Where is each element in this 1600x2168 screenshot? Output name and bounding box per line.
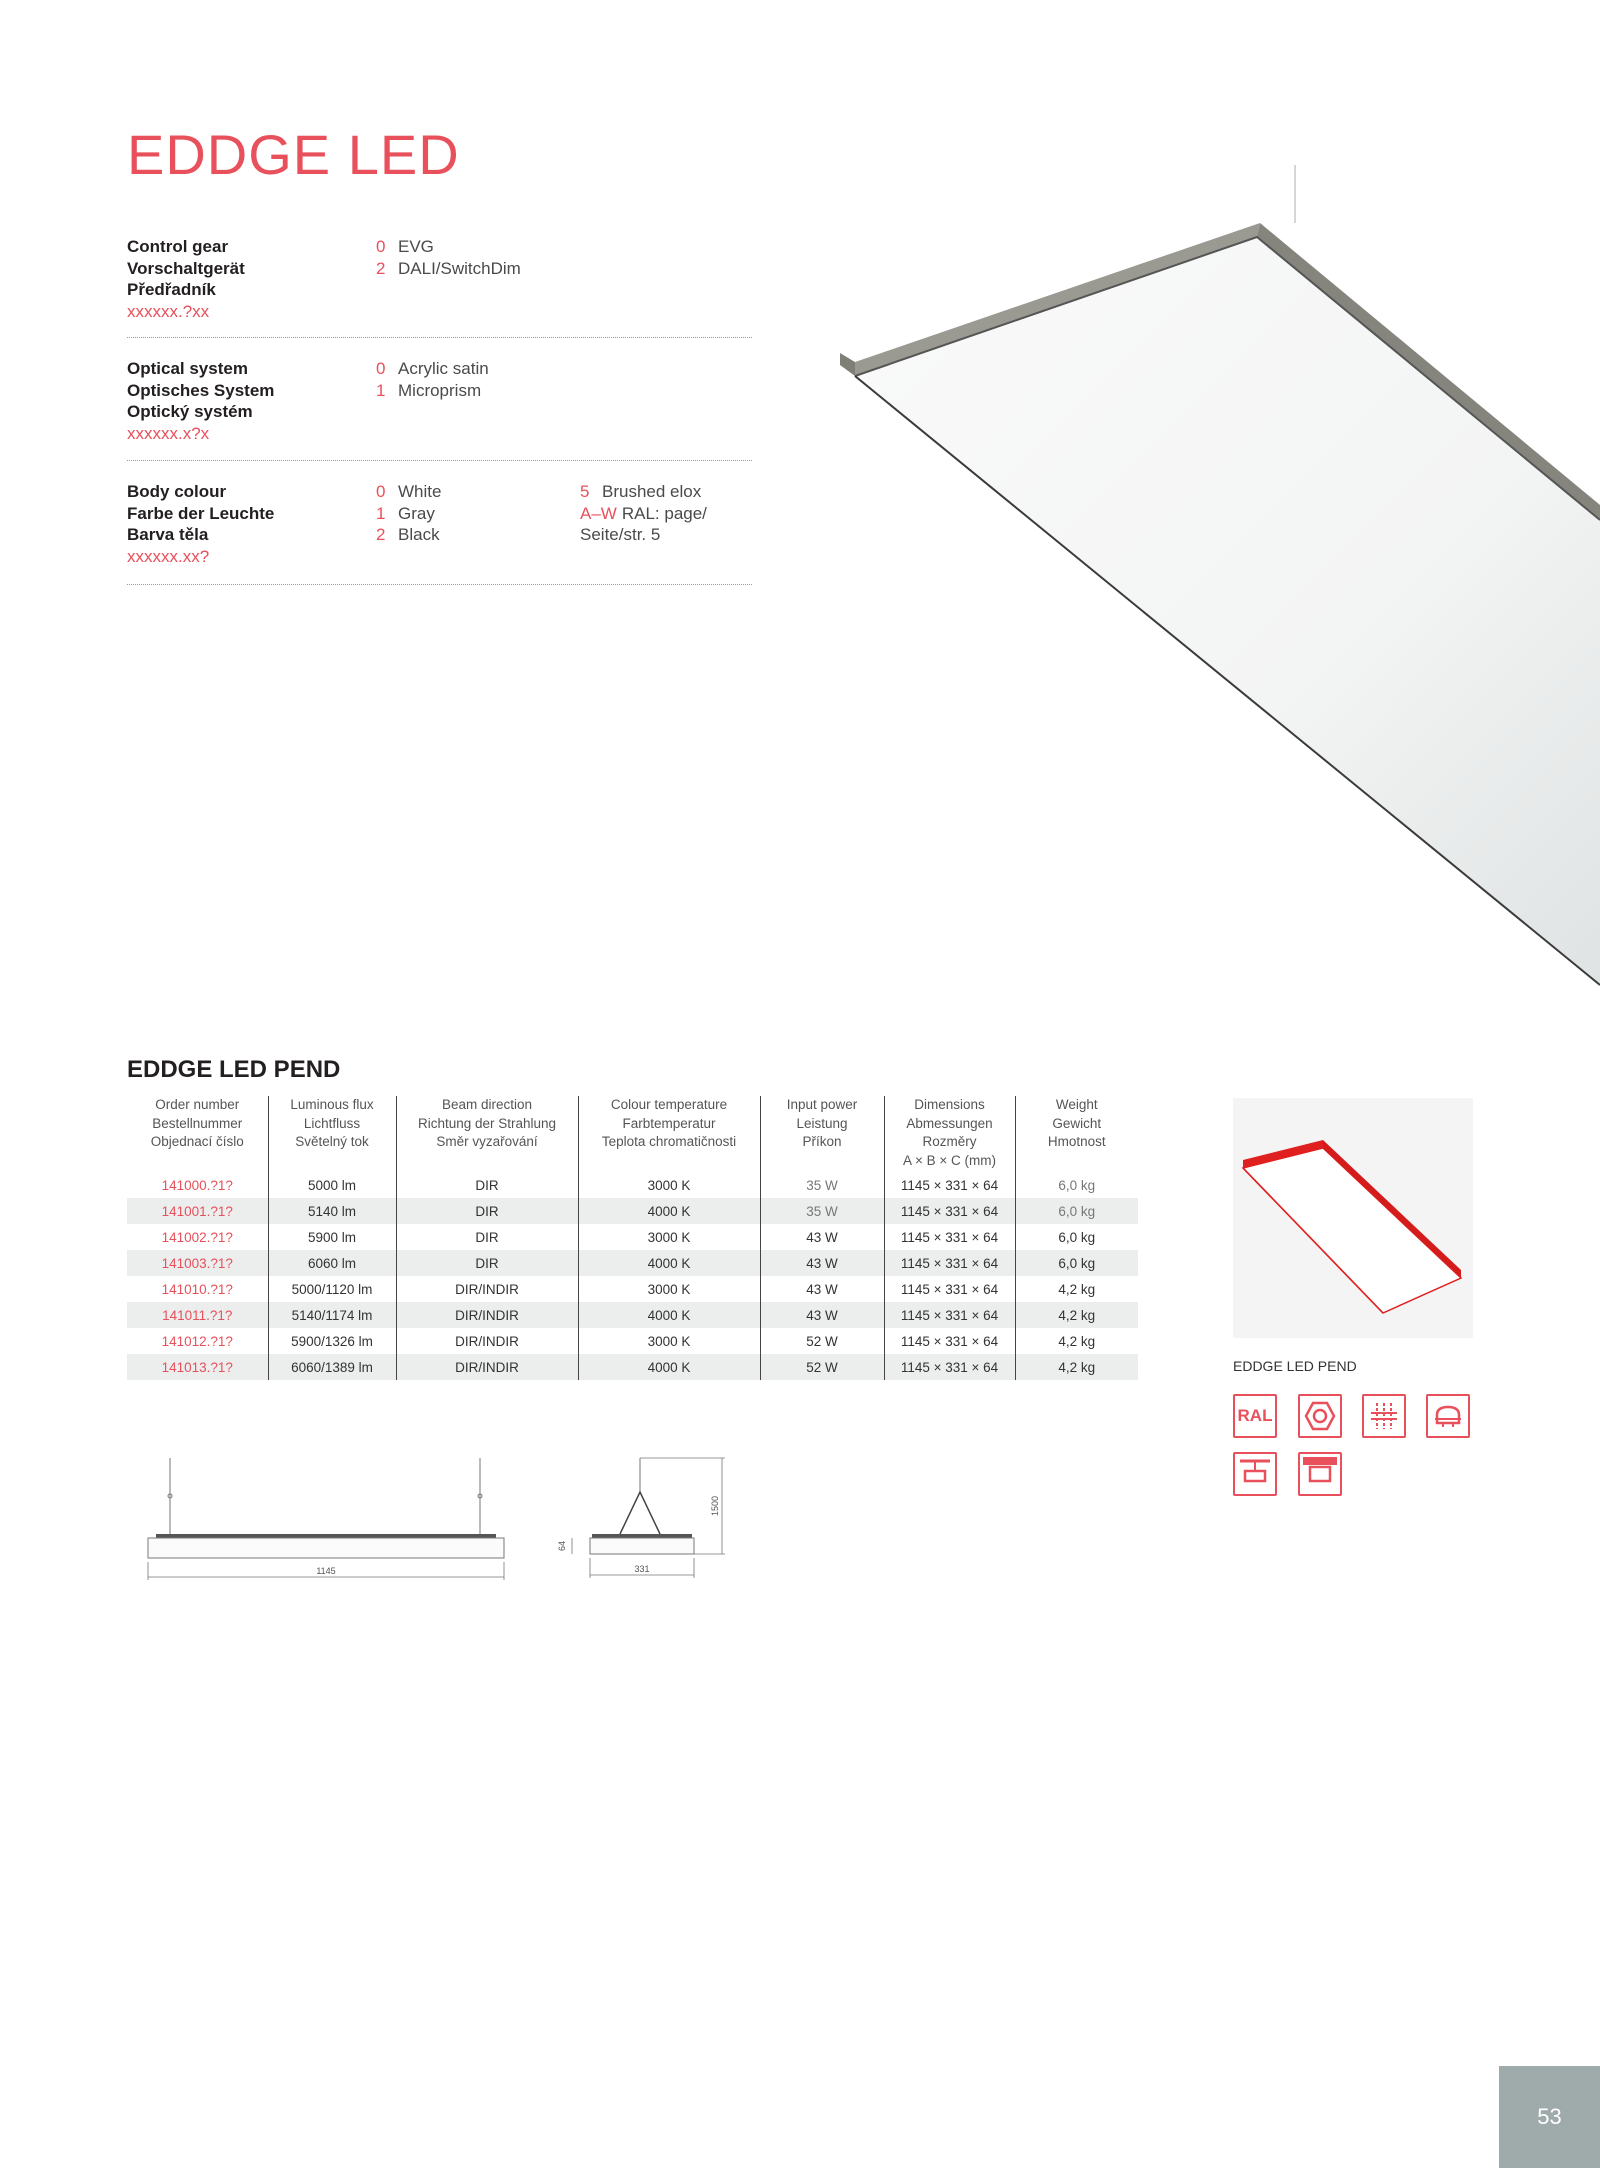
table-cell: 43 W <box>760 1276 884 1302</box>
table-header-row <box>127 1096 1138 1172</box>
table-cell: 6,0 kg <box>1015 1198 1138 1224</box>
table-cell: 6060/1389 lm <box>268 1354 396 1380</box>
option-label: Optical system <box>127 359 248 378</box>
section-title: EDDGE LED PEND <box>127 1056 341 1083</box>
hexagon-nut-icon <box>1298 1394 1342 1438</box>
pendant-luminaire-icon <box>1426 1394 1470 1438</box>
spec-table <box>127 1096 1138 1380</box>
table-cell: 6060 lm <box>268 1250 396 1276</box>
table-cell: DIR <box>396 1198 578 1224</box>
table-cell: 3000 K <box>578 1328 760 1354</box>
side-view-drawing <box>140 1450 520 1590</box>
table-cell: 43 W <box>760 1224 884 1250</box>
length-dimension-label: 1145 <box>316 1566 336 1576</box>
table-cell: DIR/INDIR <box>396 1302 578 1328</box>
divider <box>127 460 752 461</box>
option-value: 2 DALI/SwitchDim <box>376 258 521 278</box>
table-cell: 52 W <box>760 1354 884 1380</box>
height-dimension-label: 64 <box>557 1540 567 1552</box>
table-cell: 1145 × 331 × 64 <box>884 1172 1015 1198</box>
table-cell: 141011.?1? <box>127 1302 268 1328</box>
mounting-rail-icon <box>1362 1394 1406 1438</box>
table-row <box>127 1224 1138 1250</box>
column-header: Dimensions Abmessungen Rozměry A × B × C (mm) <box>884 1096 1015 1172</box>
suspension-dimension-label: 1500 <box>710 1495 720 1517</box>
table-cell: 5900/1326 lm <box>268 1328 396 1354</box>
table-cell: DIR <box>396 1224 578 1250</box>
table-cell: 35 W <box>760 1198 884 1224</box>
table-row <box>127 1276 1138 1302</box>
column-header: Input power Leistung Příkon <box>760 1096 884 1172</box>
table-cell: 43 W <box>760 1250 884 1276</box>
table-cell: 5140/1174 lm <box>268 1302 396 1328</box>
table-cell: 6,0 kg <box>1058 1177 1096 1193</box>
column-header: Weight Gewicht Hmotnost <box>1047 1097 1106 1149</box>
page-number-tab <box>1499 2066 1600 2168</box>
column-header: Luminous flux Lichtfluss Světelný tok <box>268 1096 396 1172</box>
table-row <box>127 1250 1138 1276</box>
table-cell: 4,2 kg <box>1058 1333 1096 1349</box>
table-row <box>127 1354 1138 1380</box>
page-number: 53 <box>1537 2104 1562 2129</box>
table-cell: 141001.?1? <box>127 1198 268 1224</box>
table-cell: DIR <box>396 1250 578 1276</box>
ral-icon: RAL <box>1233 1394 1277 1438</box>
table-cell: DIR/INDIR <box>396 1276 578 1302</box>
divider <box>127 337 752 338</box>
option-value: 2 Black <box>376 525 440 544</box>
column-header: Beam direction Richtung der Strahlung Směr vyzařování <box>396 1096 578 1172</box>
table-cell: 5140 lm <box>268 1198 396 1224</box>
table-cell: 5900 lm <box>268 1224 396 1250</box>
table-cell: 4000 K <box>578 1354 760 1380</box>
column-header: Colour temperature Farbtemperatur Teplota chromatičnosti <box>578 1096 760 1172</box>
table-cell: 52 W <box>760 1328 884 1354</box>
option-code: xxxxxx.?xx <box>127 301 210 321</box>
option-code: xxxxxx.xx? <box>127 546 210 566</box>
table-cell: 43 W <box>760 1302 884 1328</box>
option-label: Body colour <box>127 482 227 501</box>
option-value: 0 Acrylic satin <box>376 359 489 378</box>
option-label: Farbe der Leuchte <box>127 503 275 523</box>
table-cell: 4,2 kg <box>1015 1302 1138 1328</box>
table-cell: 1145 × 331 × 64 <box>884 1224 1015 1250</box>
table-cell: 1145 × 331 × 64 <box>884 1302 1015 1328</box>
surface-mount-icon <box>1233 1452 1277 1496</box>
table-cell: 6,0 kg <box>1058 1229 1096 1245</box>
option-value: 1 Gray <box>376 503 435 523</box>
table-cell: 141012.?1? <box>127 1328 268 1354</box>
table-cell: 1145 × 331 × 64 <box>884 1250 1015 1276</box>
table-cell: 1145 × 331 × 64 <box>884 1198 1015 1224</box>
table-cell: 141002.?1? <box>127 1224 268 1250</box>
table-row <box>127 1302 1138 1328</box>
table-cell: 4000 K <box>578 1250 760 1276</box>
width-dimension-label: 331 <box>634 1564 650 1574</box>
option-value: A–W RAL: page/ <box>580 503 707 523</box>
product-thumbnail <box>1233 1098 1473 1338</box>
table-cell: 1145 × 331 × 64 <box>884 1354 1015 1380</box>
luminaire-thumbnail-image <box>1233 1098 1473 1338</box>
option-label: Control gear <box>127 237 229 256</box>
end-view-drawing <box>550 1450 750 1590</box>
option-value: 5 Brushed elox <box>580 482 702 501</box>
table-row <box>127 1328 1138 1354</box>
table-cell: 4,2 kg <box>1058 1281 1096 1297</box>
thumbnail-caption: EDDGE LED PEND <box>1233 1358 1357 1374</box>
recessed-mount-icon <box>1298 1452 1342 1496</box>
option-value: 0 White <box>376 482 442 501</box>
table-cell: 35 W <box>760 1172 884 1198</box>
option-value: Seite/str. 5 <box>580 525 661 544</box>
table-row <box>127 1172 1138 1198</box>
table-cell: 5000 lm <box>268 1172 396 1198</box>
table-cell: 4000 K <box>578 1302 760 1328</box>
table-cell: DIR/INDIR <box>396 1354 578 1380</box>
table-cell: 4,2 kg <box>1015 1354 1138 1380</box>
option-label: Vorschaltgerät <box>127 258 245 278</box>
table-cell: 3000 K <box>578 1224 760 1250</box>
option-value: 0 EVG <box>376 237 434 256</box>
option-label: Optický systém <box>127 402 253 421</box>
table-cell: 5000/1120 lm <box>268 1276 396 1302</box>
table-cell: 1145 × 331 × 64 <box>884 1328 1015 1354</box>
option-code: xxxxxx.x?x <box>127 423 210 443</box>
page-title: EDDGE LED <box>127 123 460 186</box>
option-label: Barva těla <box>127 525 209 544</box>
table-cell: DIR <box>396 1172 578 1198</box>
table-cell: 141013.?1? <box>127 1354 268 1380</box>
table-cell: 141000.?1? <box>127 1172 268 1198</box>
table-cell: 6,0 kg <box>1015 1250 1138 1276</box>
table-cell: 3000 K <box>578 1276 760 1302</box>
column-header: Order number Bestellnummer Objednací číslo <box>127 1096 268 1172</box>
option-label: Optisches System <box>127 380 275 400</box>
table-cell: 141010.?1? <box>127 1276 268 1302</box>
luminaire-product-image <box>840 150 1600 1000</box>
table-cell: 141003.?1? <box>127 1250 268 1276</box>
option-value: 1 Microprism <box>376 380 482 400</box>
table-row <box>127 1198 1138 1224</box>
divider <box>127 584 752 585</box>
table-cell: DIR/INDIR <box>396 1328 578 1354</box>
table-cell: 4000 K <box>578 1198 760 1224</box>
table-cell: 1145 × 331 × 64 <box>884 1276 1015 1302</box>
table-cell: 3000 K <box>578 1172 760 1198</box>
option-label: Předřadník <box>127 280 216 299</box>
